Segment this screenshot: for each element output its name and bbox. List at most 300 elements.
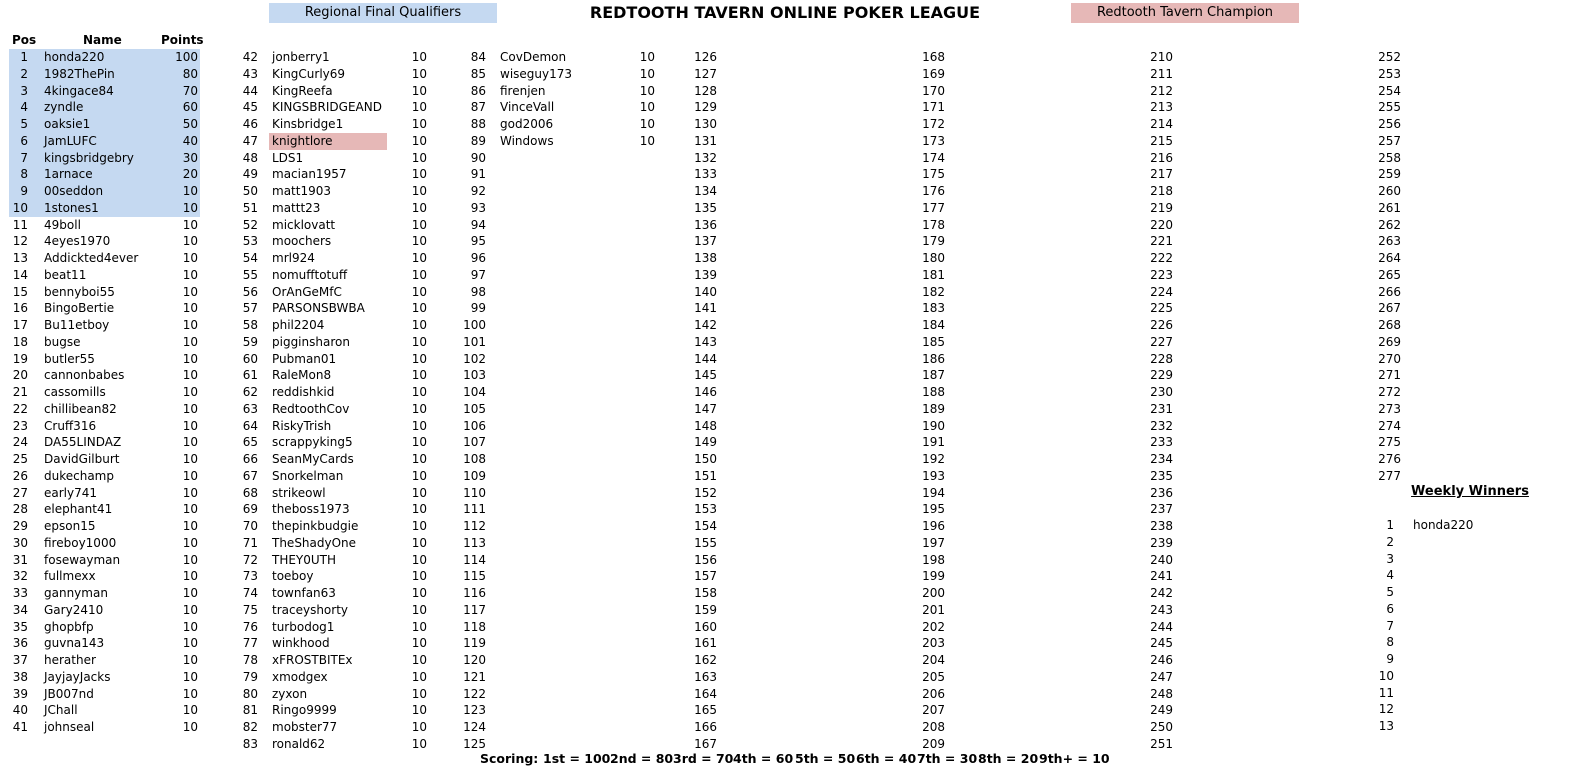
standing-points: 40 [182,133,198,148]
standing-points: 10 [182,284,198,299]
standing-pos: 33 [12,586,28,600]
empty-position: 127 [694,66,717,81]
empty-position: 268 [1378,318,1401,332]
empty-position: 258 [1378,150,1401,165]
standing-name: moochers [272,234,332,249]
standing-name: Addickted4ever [44,251,139,265]
standing-pos: 66 [242,452,258,466]
empty-position: 203 [922,636,945,651]
empty-position: 209 [922,736,945,751]
standing-points: 10 [639,100,655,115]
standing-pos: 79 [242,669,258,684]
standing-points: 10 [182,234,198,249]
empty-position: 254 [1378,83,1401,98]
standing-name: RedtoothCov [272,401,350,416]
standing-name: bennyboi55 [44,284,115,299]
standing-pos: 25 [12,452,28,466]
standing-name: fireboy1000 [44,535,117,550]
empty-position: 142 [694,318,717,332]
standing-name: early741 [44,485,98,500]
standing-points: 10 [411,653,427,667]
standing-name: RiskyTrish [272,418,332,433]
empty-position: 109 [463,468,486,483]
empty-position: 252 [1378,50,1401,64]
standing-pos: 2 [20,66,28,81]
standing-name: zyndle [44,100,84,115]
standing-points: 10 [411,267,427,282]
standing-points: 10 [411,66,427,81]
standing-pos: 73 [242,569,258,584]
standing-name: strikeowl [272,485,326,500]
empty-position: 216 [1150,150,1173,165]
standing-points: 10 [411,150,427,165]
standing-points: 10 [182,686,198,701]
empty-position: 150 [694,452,717,466]
empty-position: 171 [922,100,945,115]
empty-position: 197 [922,535,945,550]
standing-points: 10 [639,133,655,148]
standing-pos: 13 [12,251,28,265]
empty-position: 231 [1150,401,1173,416]
standing-points: 10 [182,435,198,450]
standing-points: 10 [182,703,198,718]
standing-points: 10 [639,83,655,98]
standing-pos: 47 [242,133,258,148]
standing-pos: 62 [242,385,258,399]
standing-pos: 41 [12,720,28,734]
standing-name: SeanMyCards [272,452,354,466]
standing-points: 10 [411,351,427,366]
standing-points: 10 [411,535,427,550]
standing-name: traceyshorty [272,602,349,617]
standing-points: 10 [411,251,427,265]
standing-pos: 74 [242,586,258,600]
empty-position: 229 [1150,368,1173,383]
standing-points: 10 [182,452,198,466]
standing-name: 1arnace [44,167,93,182]
standing-pos: 38 [12,669,28,684]
empty-position: 140 [694,284,717,299]
standing-pos: 88 [470,117,486,131]
empty-position: 107 [463,435,486,450]
empty-position: 210 [1150,50,1173,64]
empty-position: 163 [694,669,717,684]
empty-position: 249 [1150,703,1173,718]
standing-pos: 80 [242,686,258,701]
standing-points: 10 [411,234,427,249]
empty-position: 104 [463,385,486,399]
winner-week: 5 [1386,585,1394,599]
empty-position: 270 [1378,351,1401,366]
standing-name: oaksie1 [44,117,91,131]
empty-position: 194 [922,485,945,500]
empty-position: 91 [470,167,486,182]
empty-position: 132 [694,150,717,165]
standing-pos: 84 [470,50,486,64]
empty-position: 228 [1150,351,1173,366]
standing-pos: 24 [12,435,28,450]
empty-position: 244 [1150,619,1173,634]
empty-position: 222 [1150,251,1173,265]
standing-pos: 67 [242,468,258,483]
standing-points: 10 [639,66,655,81]
empty-position: 219 [1150,200,1173,215]
standing-pos: 61 [242,368,258,383]
standing-pos: 6 [20,133,28,148]
empty-position: 115 [463,569,486,584]
empty-position: 241 [1150,569,1173,584]
header-name: Name [83,33,122,47]
standing-points: 10 [182,669,198,684]
standing-points: 10 [411,334,427,349]
empty-position: 196 [922,519,945,533]
scoring-item: 2nd = 80 [610,751,674,766]
standing-name: phil2204 [272,318,325,332]
standing-pos: 51 [242,200,258,215]
standing-pos: 39 [12,686,28,701]
standing-points: 10 [182,485,198,500]
empty-position: 154 [694,519,717,533]
standing-name: scrappyking5 [272,435,353,450]
standing-pos: 60 [242,351,258,366]
standing-pos: 85 [470,66,486,81]
empty-position: 204 [922,653,945,667]
empty-position: 165 [694,703,717,718]
standing-pos: 64 [242,418,258,433]
standing-points: 60 [182,100,198,115]
standing-pos: 57 [242,301,258,316]
standing-points: 10 [411,418,427,433]
standing-name: KingReefa [272,83,333,98]
standing-points: 10 [182,720,198,734]
empty-position: 198 [922,552,945,567]
standing-points: 80 [182,66,198,81]
standing-name: god2006 [500,117,554,131]
empty-position: 96 [470,251,486,265]
empty-position: 122 [463,686,486,701]
empty-position: 126 [694,50,717,64]
standing-points: 10 [411,100,427,115]
empty-position: 218 [1150,184,1173,198]
empty-position: 155 [694,535,717,550]
empty-position: 256 [1378,117,1401,131]
scoring-label: Scoring: [480,751,539,766]
winner-week: 10 [1378,668,1394,683]
standing-points: 10 [182,184,198,198]
standing-name: 00seddon [44,184,104,198]
empty-position: 178 [922,217,945,232]
standing-points: 10 [182,418,198,433]
empty-position: 251 [1150,736,1173,751]
standing-name: toeboy [272,569,314,584]
standing-name: epson15 [44,519,96,533]
empty-position: 169 [922,66,945,81]
standing-pos: 37 [12,653,28,667]
standing-pos: 65 [242,435,258,450]
empty-position: 108 [463,452,486,466]
standing-points: 10 [182,602,198,617]
empty-position: 158 [694,586,717,600]
empty-position: 168 [922,50,945,64]
standing-pos: 50 [242,184,258,198]
standing-name: JB007nd [44,686,94,701]
standing-points: 10 [411,368,427,383]
empty-position: 148 [694,418,717,433]
standing-pos: 59 [242,334,258,349]
empty-position: 269 [1378,334,1401,349]
standing-pos: 46 [242,117,258,131]
empty-position: 221 [1150,234,1173,249]
empty-position: 103 [463,368,486,383]
standing-pos: 82 [242,720,258,734]
standing-name: wiseguy173 [500,66,573,81]
standing-pos: 11 [12,217,28,232]
standing-pos: 9 [20,184,28,198]
empty-position: 157 [694,569,717,584]
empty-position: 214 [1150,117,1173,131]
standing-pos: 29 [12,519,28,533]
winner-week: 8 [1386,635,1394,650]
scoring-item: 3rd = 70 [673,751,734,766]
standing-points: 10 [182,200,198,215]
empty-position: 170 [922,83,945,98]
empty-position: 215 [1150,133,1173,148]
standing-name: honda220 [44,50,105,64]
standing-points: 10 [182,351,198,366]
winner-week: 6 [1386,601,1394,616]
standing-points: 10 [182,401,198,416]
standing-name: ghopbfp [44,619,94,634]
regional-final-qualifiers-label: Regional Final Qualifiers [269,3,497,23]
empty-position: 113 [463,535,486,550]
standing-pos: 78 [242,653,258,667]
scoring-item: 6th = 40 [856,751,917,766]
empty-position: 236 [1150,485,1173,500]
standing-name: guvna143 [44,636,105,651]
standing-name: elephant41 [44,502,113,517]
empty-position: 175 [922,167,945,182]
empty-position: 234 [1150,452,1173,466]
standing-name: DA55LINDAZ [44,435,122,450]
empty-position: 120 [463,653,486,667]
standing-pos: 77 [242,636,258,651]
empty-position: 193 [922,468,945,483]
standing-name: pigginsharon [272,334,350,349]
standing-name: Ringo9999 [272,703,337,718]
standing-name: turbodog1 [272,619,335,634]
standing-points: 10 [182,636,198,651]
standing-points: 10 [182,502,198,517]
standing-points: 100 [175,50,198,64]
standing-points: 70 [182,83,198,98]
standing-pos: 75 [242,602,258,617]
empty-position: 143 [694,334,717,349]
empty-position: 248 [1150,686,1173,701]
standing-name: kingsbridgebry [44,150,134,165]
standing-points: 10 [411,318,427,332]
standing-name: KingCurly69 [272,66,346,81]
standing-name: gannyman [44,586,108,600]
empty-position: 146 [694,385,717,399]
standing-pos: 76 [242,619,258,634]
standing-pos: 44 [242,83,258,98]
standing-name: JamLUFC [44,133,97,148]
empty-position: 211 [1150,66,1173,81]
standing-pos: 34 [12,602,28,617]
standing-pos: 10 [12,200,28,215]
standing-name: knightlore [272,133,333,148]
standing-pos: 53 [242,234,258,249]
standing-name: butler55 [44,351,95,366]
standing-points: 10 [182,619,198,634]
empty-position: 205 [922,669,945,684]
standing-points: 10 [411,669,427,684]
standing-pos: 69 [242,502,258,517]
standing-points: 10 [182,301,198,316]
empty-position: 135 [694,200,717,215]
empty-position: 217 [1150,167,1173,182]
standing-pos: 5 [20,117,28,131]
empty-position: 213 [1150,100,1173,115]
empty-position: 182 [922,284,945,299]
empty-position: 112 [463,519,486,533]
standing-pos: 87 [470,100,486,115]
scoring-item: 9th+ = 10 [1039,751,1110,766]
empty-position: 144 [694,351,717,366]
standing-points: 10 [182,552,198,567]
standing-points: 10 [411,301,427,316]
standing-name: 1stones1 [44,200,99,215]
empty-position: 267 [1378,301,1401,316]
empty-position: 212 [1150,83,1173,98]
empty-position: 185 [922,334,945,349]
standing-pos: 86 [470,83,486,98]
page-title: REDTOOTH TAVERN ONLINE POKER LEAGUE [589,3,981,22]
standing-points: 10 [182,468,198,483]
empty-position: 156 [694,552,717,567]
empty-position: 188 [922,385,945,399]
standing-pos: 31 [12,552,28,567]
empty-position: 275 [1378,435,1401,450]
empty-position: 90 [470,150,486,165]
empty-position: 177 [922,200,945,215]
standing-name: bugse [44,334,81,349]
standing-pos: 28 [12,502,28,517]
empty-position: 173 [922,133,945,148]
standing-points: 10 [182,334,198,349]
standing-name: PARSONSBWBA [272,301,365,316]
standing-pos: 43 [242,66,258,81]
standing-pos: 7 [20,150,28,165]
empty-position: 130 [694,117,717,131]
empty-position: 166 [694,720,717,734]
standing-points: 10 [411,485,427,500]
empty-position: 174 [922,150,945,165]
standing-name: thepinkbudgie [272,519,359,533]
empty-position: 92 [470,184,486,198]
empty-position: 128 [694,83,717,98]
scoring-item: 8th = 20 [978,751,1039,766]
empty-position: 243 [1150,602,1173,617]
standing-points: 10 [411,636,427,651]
standing-name: johnseal [44,720,95,734]
standing-pos: 56 [242,284,258,299]
standing-name: nomufftotuff [272,267,348,282]
standing-pos: 27 [12,485,28,500]
empty-position: 121 [463,669,486,684]
standing-name: TheShadyOne [272,535,357,550]
empty-position: 141 [694,301,717,316]
standing-points: 10 [182,535,198,550]
empty-position: 176 [922,184,945,198]
standing-points: 10 [182,318,198,332]
empty-position: 235 [1150,468,1173,483]
standing-points: 10 [182,267,198,282]
standing-pos: 49 [242,167,258,182]
empty-position: 190 [922,418,945,433]
standing-points: 10 [411,385,427,399]
standing-name: Windows [500,133,554,148]
standing-name: dukechamp [44,468,114,483]
standing-name: cannonbabes [44,368,125,383]
scoring-item: 7th = 30 [917,751,978,766]
empty-position: 137 [694,234,717,249]
empty-position: 200 [922,586,945,600]
standing-points: 10 [411,552,427,567]
winner-name: honda220 [1413,518,1474,532]
standing-points: 10 [411,736,427,751]
standing-name: fullmexx [44,569,96,584]
empty-position: 149 [694,435,717,450]
empty-position: 184 [922,318,945,332]
standing-points: 50 [182,117,198,131]
standing-pos: 89 [470,133,486,148]
empty-position: 189 [922,401,945,416]
empty-position: 117 [463,602,486,617]
standing-name: mrl924 [272,251,315,265]
empty-position: 226 [1150,318,1173,332]
standing-pos: 81 [242,703,258,718]
standing-name: townfan63 [272,586,336,600]
empty-position: 276 [1378,452,1401,466]
standing-name: Cruff316 [44,418,97,433]
empty-position: 179 [922,234,945,249]
standing-points: 10 [639,117,655,131]
standing-points: 10 [411,502,427,517]
standing-points: 10 [411,569,427,584]
standing-points: 10 [411,167,427,182]
empty-position: 98 [470,284,486,299]
standing-pos: 40 [12,703,28,718]
empty-position: 116 [463,586,486,600]
empty-position: 208 [922,720,945,734]
empty-position: 199 [922,569,945,584]
scoring-item: 4th = 60 [733,751,794,766]
standing-points: 10 [411,184,427,198]
empty-position: 167 [694,736,717,751]
standing-pos: 45 [242,100,258,115]
standing-points: 10 [411,468,427,483]
winner-week: 11 [1378,685,1394,700]
winner-week: 12 [1378,702,1394,717]
empty-position: 106 [463,418,486,433]
empty-position: 242 [1150,586,1173,600]
empty-position: 147 [694,401,717,416]
standing-pos: 26 [12,468,28,483]
standing-pos: 18 [12,334,28,349]
standing-name: ronald62 [272,736,326,751]
standing-name: Pubman01 [272,351,337,366]
